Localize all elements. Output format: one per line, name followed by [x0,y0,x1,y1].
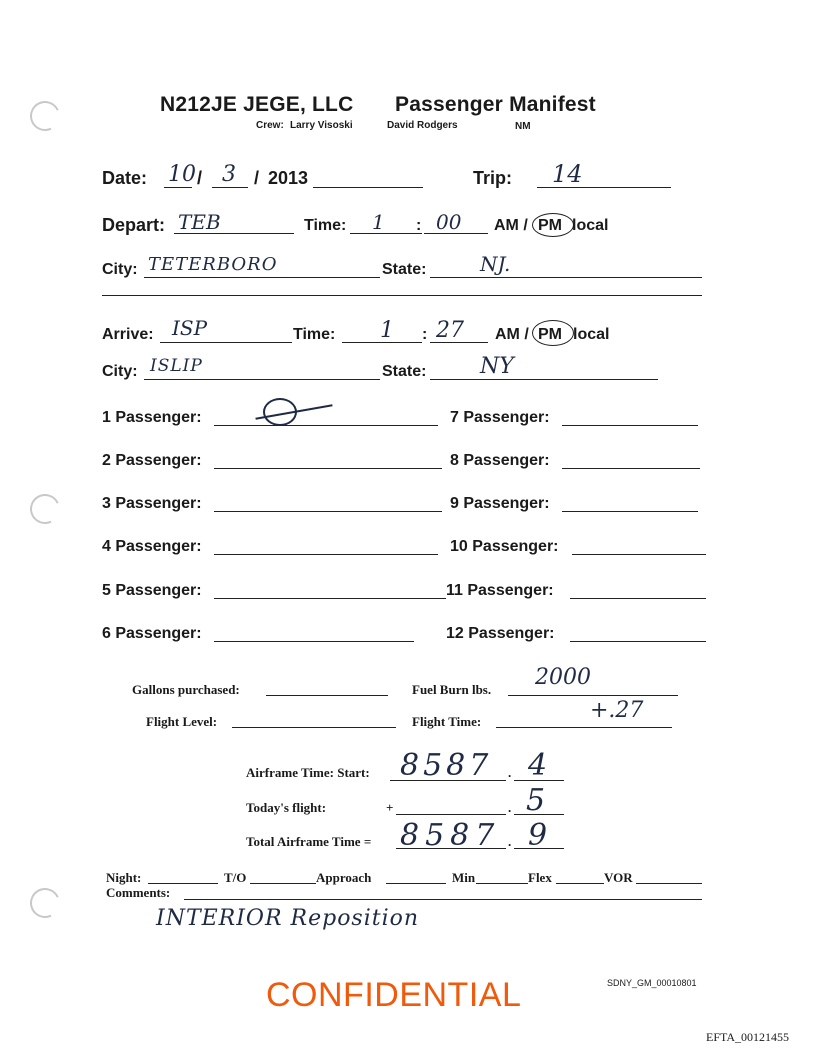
divider [102,295,702,296]
colon: : [416,217,422,234]
flex-label: Flex [528,870,552,885]
vor-label: VOR [604,870,633,885]
colon: : [422,326,428,343]
passenger-label: 7 Passenger: [450,409,550,426]
airframe-dot: . [508,765,512,780]
date-day: 3 [222,162,236,187]
passenger-label: 4 Passenger: [102,538,202,555]
total-airframe-tenth: 9 [528,818,548,853]
depart-am: AM / [494,217,528,234]
approach-label: Approach [316,870,372,885]
passenger-label: 6 Passenger: [102,625,202,642]
arrive-state-value: NY [480,354,514,379]
depart-label: Depart: [102,215,166,235]
total-airframe-whole: 8587 [400,818,501,853]
company-name: N212JE JEGE, LLC [160,93,354,116]
passenger-label: 11 Passenger: [446,582,554,599]
date-year: 2013 [268,168,309,188]
arrive-label: Arrive: [102,326,154,343]
crew-label: Crew: [256,120,284,131]
passenger-label: 8 Passenger: [450,452,550,469]
night-label: Night: [106,870,142,885]
binder-hole [26,490,64,528]
flight-level-label: Flight Level: [146,714,218,729]
trip-label: Trip: [473,168,512,188]
fuel-burn-label: Fuel Burn lbs. [412,682,492,697]
flight-time-label: Flight Time: [412,714,482,729]
binder-hole [26,97,64,135]
total-airframe-label: Total Airframe Time = [246,834,372,849]
passenger-label: 9 Passenger: [450,495,550,512]
arrive-minutes: 27 [436,318,464,343]
efta-number: EFTA_00121455 [706,1030,790,1044]
crew-member-2: David Rodgers [387,120,458,131]
airframe-start-tenth: 4 [528,748,548,783]
arrive-city-value: ISLIP [150,356,203,376]
passenger-label: 3 Passenger: [102,495,202,512]
arrive-am: AM / [495,326,529,343]
gallons-label: Gallons purchased: [132,682,240,697]
confidential-stamp: CONFIDENTIAL [266,976,522,1014]
todays-flight-tenth: 5 [526,783,546,818]
passenger-label: 2 Passenger: [102,452,202,469]
comments-label: Comments: [106,885,171,900]
min-label: Min [452,870,476,885]
date-month: 10 [168,162,196,187]
airframe-start-whole: 8587 [400,748,493,783]
crew-member-1: Larry Visoski [290,120,353,131]
fuel-burn-value: 2000 [535,665,591,690]
flight-time-value: +.27 [590,698,644,723]
date-sep-1: / [197,168,203,188]
passenger-label: 10 Passenger: [450,538,559,555]
comments-value: INTERIOR Reposition [156,906,420,931]
passenger-label: 12 Passenger: [446,625,555,642]
depart-hour: 1 [372,210,385,234]
depart-state-value: NJ. [480,252,511,276]
depart-minutes: 00 [436,210,462,234]
passenger-label: 5 Passenger: [102,582,202,599]
airframe-dot: . [508,800,512,815]
passenger-label: 1 Passenger: [102,409,202,426]
todays-flight-plus: + [386,800,394,815]
crew-note: NM [515,121,531,132]
depart-time-label: Time: [304,217,347,234]
arrive-local: local [573,326,610,343]
document-title: Passenger Manifest [395,93,596,116]
airframe-start-label: Airframe Time: Start: [246,765,370,780]
depart-state-label: State: [382,261,427,278]
airframe-dot: . [508,834,512,849]
depart-pm: PM [538,217,562,234]
arrive-city-label: City: [102,363,138,380]
depart-city-value: TETERBORO [148,254,278,275]
binder-hole [26,884,64,922]
sdny-bates-number: SDNY_GM_00010801 [607,978,697,988]
arrive-time-label: Time: [293,326,336,343]
date-label: Date: [102,168,148,188]
arrive-hour: 1 [380,318,394,343]
todays-flight-label: Today's flight: [246,800,327,815]
arrive-pm: PM [538,326,562,343]
trip-value: 14 [552,160,583,188]
depart-code: TEB [178,210,221,234]
depart-local: local [572,217,609,234]
arrive-code: ISP [172,316,208,340]
to-label: T/O [224,870,247,885]
arrive-state-label: State: [382,363,427,380]
date-sep-2: / [254,168,260,188]
depart-city-label: City: [102,261,138,278]
